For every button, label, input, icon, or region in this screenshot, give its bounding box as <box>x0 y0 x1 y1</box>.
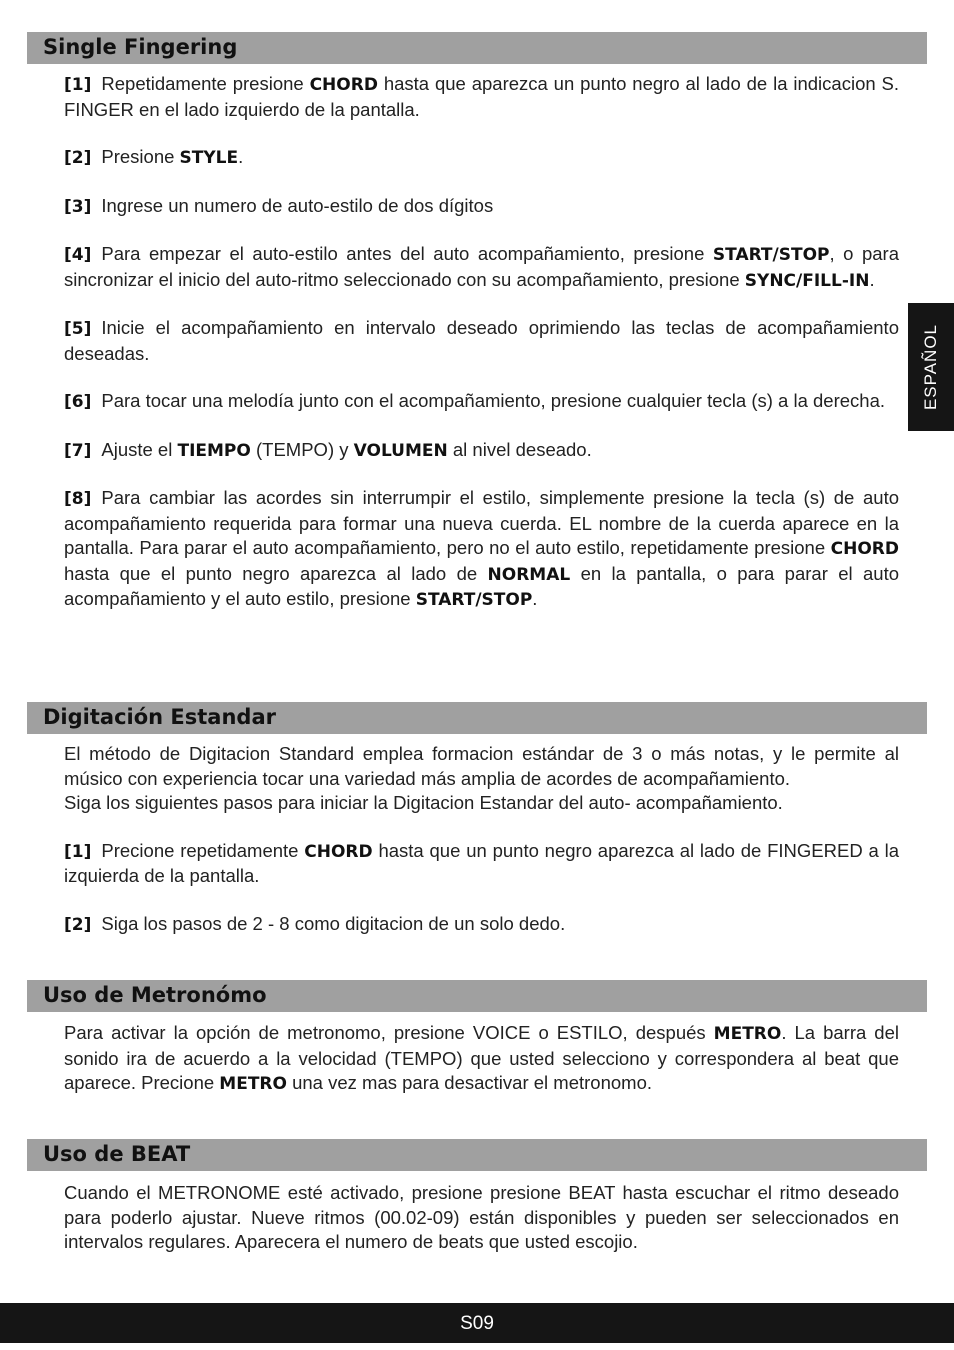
standard-intro-2: Siga los siguientes pasos para iniciar la Digitacion Estandar del auto- acompañamiento. <box>64 792 783 813</box>
section-header-beat: Uso de BEAT <box>27 1139 927 1171</box>
step-7: [7] Ajuste el TIEMPO (TEMPO) y VOLUMEN al nivel deseado. <box>64 438 592 461</box>
step-3: [3] Ingrese un numero de auto-estilo de dos dígitos <box>64 194 494 217</box>
language-label: ESPAÑOL <box>921 323 940 411</box>
section-header-standard-fingering: Digitación Estandar <box>27 702 927 734</box>
section-header-metronome: Uso de Metronómo <box>27 980 927 1012</box>
step-number: [1] <box>64 75 92 95</box>
page-footer <box>0 1303 954 1343</box>
step-5: [5] Inicie el acompañamiento en intervalo deseado oprimiendo las teclas de acompañamiento deseadas. <box>64 317 899 364</box>
standard-fingering-body <box>64 742 899 937</box>
step-number: [6] <box>64 392 92 412</box>
step-2: [2] Presione STYLE. <box>64 146 244 168</box>
standard-step-2: [2] Siga los pasos de 2 - 8 como digitacion de un solo dedo. <box>64 912 566 935</box>
step-6: [6] Para tocar una melodía junto con el acompañamiento, presione cualquier tecla (s) a la derecha. <box>64 390 885 412</box>
step-number: [5] <box>64 319 92 339</box>
step-number: [3] <box>64 196 92 217</box>
page-number: S09 <box>460 1313 494 1334</box>
standard-intro: El método de Digitacion Standard emplea formacion estándar de 3 o más notas, y le permite al músico con experiencia tocar una variedad más amplia de acordes de acompañamiento. <box>64 743 899 789</box>
single-fingering-steps <box>64 72 899 613</box>
step-number: [7] <box>64 440 92 461</box>
step-number: [2] <box>64 914 92 935</box>
metronome-body <box>64 1021 899 1097</box>
step-4: [4] Para empezar el auto-estilo antes del auto acompañamiento, presione START/STOP, o para sincronizar el inicio del auto-ritmo seleccionado con su acompañamiento, presione SYNC/FILL-IN. <box>64 243 899 291</box>
step-number: [2] <box>64 148 92 168</box>
section-header-single-fingering: Single Fingering <box>27 32 927 64</box>
step-number: [4] <box>64 245 92 265</box>
step-number: [8] <box>64 489 92 509</box>
step-1: [1] Repetidamente presione CHORD hasta que aparezca un punto negro al lado de la indicacion S. FINGER en el lado izquierdo de la pantalla. <box>64 73 900 120</box>
step-number: [1] <box>64 841 92 862</box>
beat-paragraph: Cuando el METRONOME esté activado, presione presione BEAT hasta escuchar el ritmo deseado para poderlo ajustar. Nueve ritmos (00.02-09) están disponibles y pueden ser seleccionados en intervalos regulares. Aparecera el numero de beats que usted escojio. <box>64 1182 899 1252</box>
step-8: [8] Para cambiar las acordes sin interrumpir el estilo, simplemente presione la tecla (s) de auto acompañamiento requerida para formar una nueva cuerda. EL nombre de la cuerda aparece en la pantalla. Para parar el auto acompañamiento, pero no el auto estilo, repetidamente presione CHORD hasta que el punto negro aparezca al lado de NORMAL en la pantalla, o para parar el auto acompañamiento y el auto estilo, presione START/STOP. <box>64 487 900 610</box>
beat-body <box>64 1181 899 1255</box>
metronome-paragraph: Para activar la opción de metronomo, presione VOICE o ESTILO, después METRO. La barra del sonido ira de acuerdo a la velocidad (TEMPO) que usted selecciono y correspondera al beat que aparece. Precione METRO una vez mas para desactivar el metronomo. <box>64 1022 899 1094</box>
language-side-tab <box>908 303 954 431</box>
standard-step-1: [1] Precione repetidamente CHORD hasta que un punto negro aparezca al lado de FINGERED a la izquierda de la pantalla. <box>64 839 899 886</box>
